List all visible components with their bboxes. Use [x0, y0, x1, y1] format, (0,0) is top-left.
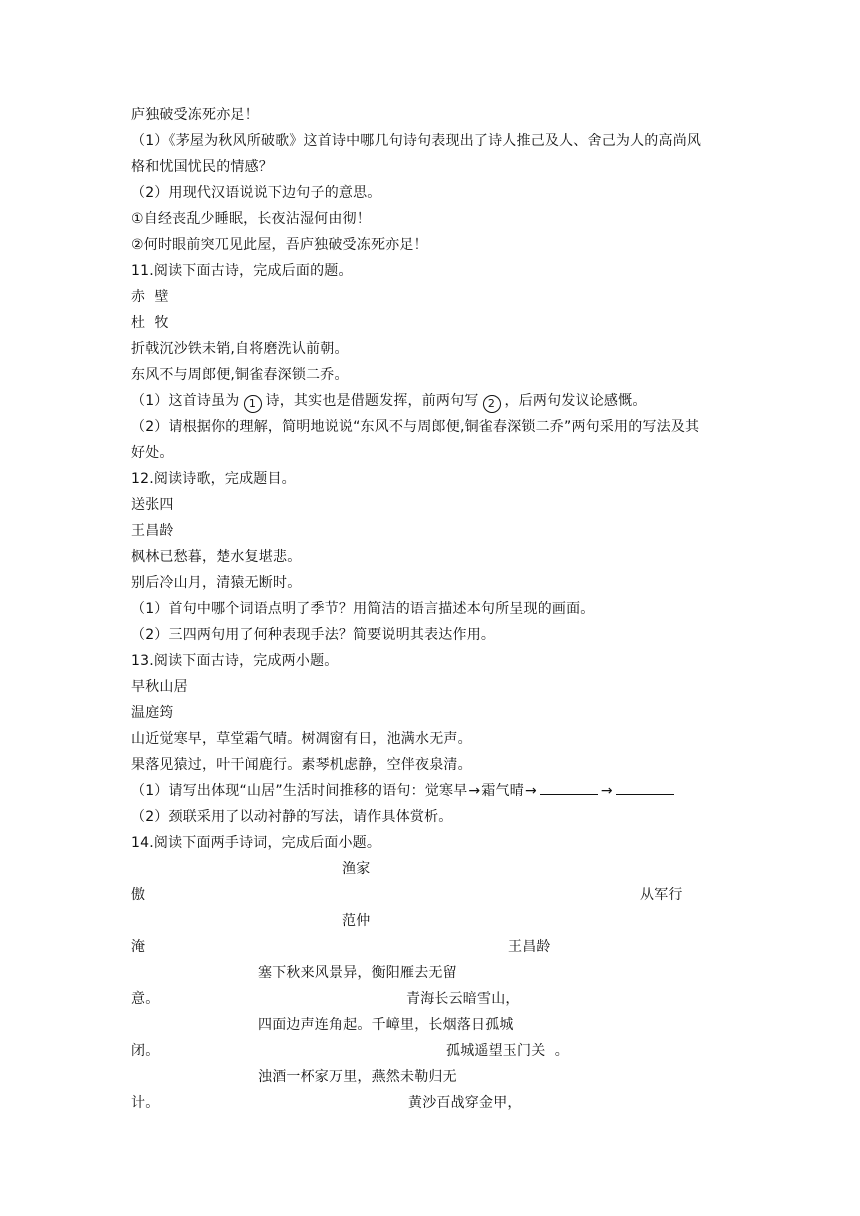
arrow-glyph: → [524, 783, 537, 799]
q10-sub1-line2: 格和忧国忧民的情感？ [131, 159, 273, 175]
q11-sub1-part2: 诗，其实也是借题发挥，前两句写 [265, 393, 479, 409]
q11-sub1 [131, 392, 647, 413]
q11-sub1-part3: ，后两句发议论感慨。 [504, 393, 647, 409]
q11-poem-author: 杜 牧 [131, 315, 169, 331]
poem1-line2: 四面边声连角起。千嶂里，长烟落日孤城 [258, 1017, 514, 1033]
q13-sub2: （2）颈联采用了以动衬静的写法，请作具体赏析。 [131, 809, 453, 825]
q11-sub2-line2: 好处。 [131, 445, 174, 461]
q10-poem-tail: 庐独破受冻死亦足！ [131, 107, 259, 123]
q13-sub1-part1: （1）请写出体现“山居”生活时间推移的语句：觉寒早 [131, 783, 468, 799]
q13-poem-line1: 山近觉寒早，草堂霜气晴。树凋窗有日，池满水无声。 [131, 731, 472, 747]
answer-blank [540, 782, 598, 795]
poem1-author: 范仲 [342, 913, 371, 929]
q11-poem-title: 赤 壁 [131, 289, 169, 305]
q13-heading: 13.阅读下面古诗，完成两小题。 [131, 653, 339, 669]
q13-poem-author: 温庭筠 [131, 705, 174, 721]
q11-poem-line1: 折戟沉沙铁未销,自将磨洗认前朝。 [131, 341, 349, 357]
q11-sub1-part1: （1）这首诗虽为 [131, 393, 240, 409]
q12-sub2: （2）三四两句用了何种表现手法？简要说明其表达作用。 [131, 627, 496, 643]
q10-sub2: （2）用现代汉语说说下边句子的意思。 [131, 185, 382, 201]
q10-item1: ①自经丧乱少睡眠，长夜沾湿何由彻！ [131, 211, 371, 227]
poem2-line3: 黄沙百战穿金甲， [408, 1095, 522, 1111]
poem1-line2-wrap: 闭。 [131, 1043, 160, 1059]
arrow-glyph: → [600, 783, 613, 799]
q13-poem-line2: 果落见猿过，叶干闻鹿行。素琴机虑静，空伴夜泉清。 [131, 757, 472, 773]
poem2-line1: 青海长云暗雪山， [406, 991, 520, 1007]
poem1-line1: 塞下秋来风景异，衡阳雁去无留 [258, 965, 457, 981]
q13-poem-title: 早秋山居 [131, 679, 188, 695]
q10-sub1-line1: （1）《茅屋为秋风所破歌》这首诗中哪几句诗句表现出了诗人推己及人、舍己为人的高尚风 [131, 133, 702, 149]
q13-sub1-part2: 霜气晴 [481, 783, 524, 799]
q11-sub2-line1: （2）请根据你的理解，简明地说说“东风不与周郎便,铜雀春深锁二乔”两句采用的写法及其 [131, 419, 700, 435]
q13-sub1 [131, 782, 676, 800]
poem2-title: 从军行 [640, 887, 683, 903]
poem1-line3: 浊酒一杯家万里，燕然未勒归无 [258, 1069, 457, 1085]
poem1-line3-wrap: 计。 [131, 1095, 160, 1111]
q11-poem-line2: 东风不与周郎便,铜雀春深锁二乔。 [131, 367, 349, 383]
q12-sub1: （1）首句中哪个词语点明了季节？用简洁的语言描述本句所呈现的画面。 [131, 601, 595, 617]
answer-blank [616, 782, 674, 795]
poem2-author: 王昌龄 [508, 939, 551, 955]
q12-poem-line1: 枫林已愁暮，楚水复堪悲。 [131, 549, 302, 565]
poem1-title-wrap: 傲 [131, 887, 146, 903]
blank-marker-1: 1 [244, 395, 262, 413]
q12-poem-author: 王昌龄 [131, 523, 174, 539]
poem2-line2: 孤城遥望玉门关 。 [446, 1043, 569, 1059]
poem1-title: 渔家 [342, 861, 371, 877]
q10-item2: ②何时眼前突兀见此屋，吾庐独破受冻死亦足！ [131, 237, 428, 253]
blank-marker-2: 2 [483, 395, 501, 413]
poem1-line1-wrap: 意。 [131, 991, 160, 1007]
q14-heading: 14.阅读下面两手诗词，完成后面小题。 [131, 835, 382, 851]
q12-poem-title: 送张四 [131, 497, 174, 513]
q11-heading: 11.阅读下面古诗，完成后面的题。 [131, 263, 353, 279]
poem1-author-wrap: 淹 [131, 939, 146, 955]
q12-heading: 12.阅读诗歌，完成题目。 [131, 471, 296, 487]
arrow-glyph: → [468, 783, 481, 799]
q12-poem-line2: 别后冷山月，清猿无断时。 [131, 575, 302, 591]
